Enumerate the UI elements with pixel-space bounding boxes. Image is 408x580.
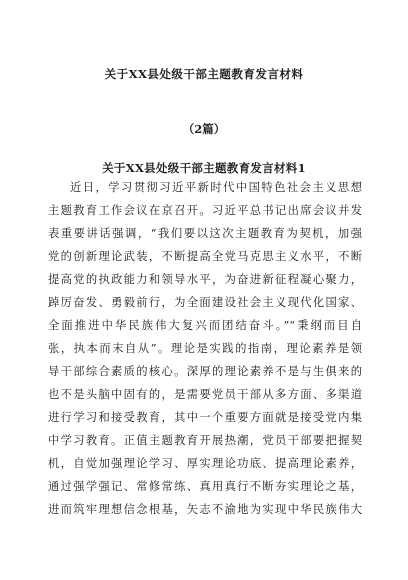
- section-heading: 关于XX县处级干部主题教育发言材料1: [102, 161, 306, 175]
- body-line: 全面推进中华民族伟大复兴而团结奋斗。”“秉纲而目自: [48, 319, 362, 332]
- document-title: 关于XX县处级干部主题教育发言材料: [104, 67, 304, 81]
- body-line: 中学习教育。正值主题教育开展热潮，党员干部要把握契: [48, 434, 362, 447]
- body-line: 进行学习和接受教育，其中一个重要方面就是接受党内集: [48, 411, 362, 424]
- body-line: 党的创新理论武装，不断提高全党马克思主义水平，不断: [48, 250, 362, 263]
- body-line: 通过强学强记、常修常练、真用真行不断夯实理论之基，: [48, 480, 362, 493]
- body-line: 主题教育工作会议在京召开。习近平总书记出席会议并发: [48, 204, 362, 217]
- body-line: 机，自觉加强理论学习、厚实理论功底、提高理论素养，: [48, 457, 362, 470]
- body-line: 提高党的执政能力和领导水平，为奋进新征程凝心聚力，: [48, 273, 362, 286]
- body-text: [48, 176, 362, 521]
- body-line: 导干部综合素质的核心。深厚的理论素养不是与生俱来的: [48, 365, 362, 378]
- document-subtitle: （2篇）: [182, 122, 226, 136]
- body-line: 进而筑牢理想信念根基，矢志不渝地为实现中华民族伟大: [48, 503, 362, 516]
- body-line: 也不是头脑中固有的，是需要党员干部从多方面、多渠道: [48, 388, 362, 401]
- body-line: 近日，学习贯彻习近平新时代中国特色社会主义思想: [70, 181, 362, 194]
- body-line: 踔厉奋发、勇毅前行，为全面建设社会主义现代化国家、: [48, 296, 362, 309]
- body-line: 表重要讲话强调，“我们要以这次主题教育为契机，加强: [48, 227, 362, 240]
- body-line: 张，执本而末自从”。理论是实践的指南，理论素养是领: [48, 342, 362, 355]
